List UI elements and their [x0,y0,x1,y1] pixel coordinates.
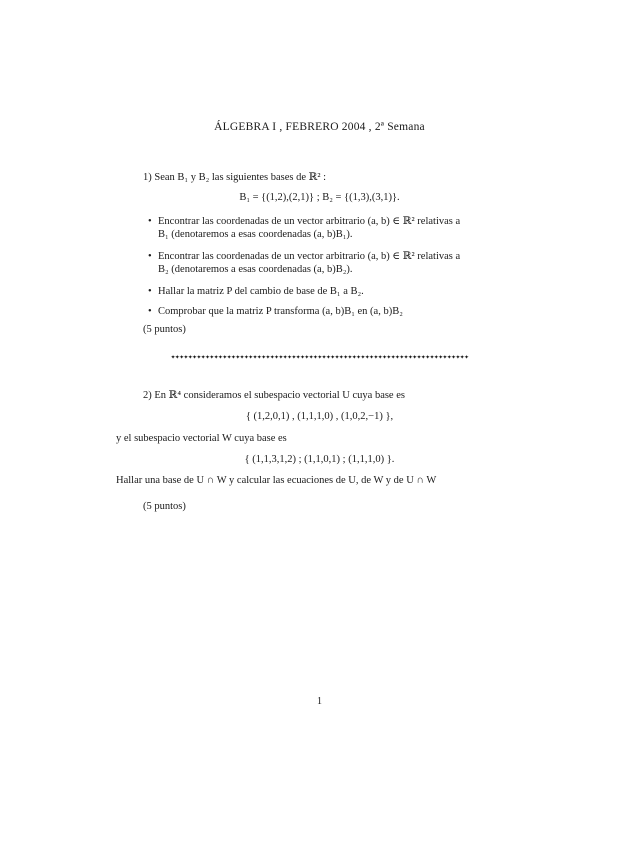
q1-bullet-1-line-1: Encontrar las coordenadas de un vector arbitrario (a, b) ∈ ℝ² relativas a [158,216,461,227]
q2-basis-w: { (1,1,3,1,2) ; (1,1,0,1) ; (1,1,1,0) }. [244,454,395,465]
q2-task: Hallar una base de U ∩ W y calcular las ecuaciones de U, de W y de U ∩ W [116,475,437,486]
q1-bullet-4-text: Comprobar que la matriz P transforma (a, b)B₁ en (a, b)B₂ [158,306,403,317]
q2-basis-u: { (1,2,0,1) , (1,1,1,0) , (1,0,2,−1) }, [245,411,394,422]
q1-bullet-3 [148,286,364,299]
q2-points: (5 puntos) [143,501,186,512]
exam-title: ÁLGEBRA I , FEBRERO 2004 , 2ª Semana [214,121,425,133]
q2-intro: 2) En ℝ⁴ consideramos el subespacio vectorial U cuya base es [143,390,405,401]
q1-bullet-4 [148,306,403,319]
q1-bullet-1-line-2: B₁ (denotaremos a esas coordenadas (a, b)B₁). [158,228,353,240]
bullet-icon: • [148,286,152,297]
bullet-icon: • [148,216,152,227]
page-number: 1 [317,696,322,707]
q2-line-w: y el subespacio vectorial W cuya base es [116,433,287,444]
q1-points: (5 puntos) [143,324,186,335]
q1-bullet-2-line-2: B₂ (denotaremos a esas coordenadas (a, b)B₂). [158,263,353,275]
q1-bases: B₁ = {(1,2),(2,1)} ; B₂ = {(1,3),(3,1)}. [239,192,400,203]
q1-bullet-3-text: Hallar la matriz P del cambio de base de B₁ a B₂. [158,286,364,297]
q1-bullet-2 [148,251,460,276]
bullet-icon: • [148,306,152,317]
q1-bullet-1 [148,216,460,241]
separator-line: ✦✦✦✦✦✦✦✦✦✦✦✦✦✦✦✦✦✦✦✦✦✦✦✦✦✦✦✦✦✦✦✦✦✦✦✦✦✦✦✦✦✦✦✦✦✦✦✦✦✦✦✦✦✦✦✦✦✦✦✦✦✦✦✦✦✦✦✦✦ [170,352,469,361]
q1-bullet-2-line-1: Encontrar las coordenadas de un vector arbitrario (a, b) ∈ ℝ² relativas a [158,251,461,262]
bullet-icon: • [148,251,152,262]
q1-intro: 1) Sean B₁ y B₂ las siguientes bases de ℝ² : [143,172,327,183]
